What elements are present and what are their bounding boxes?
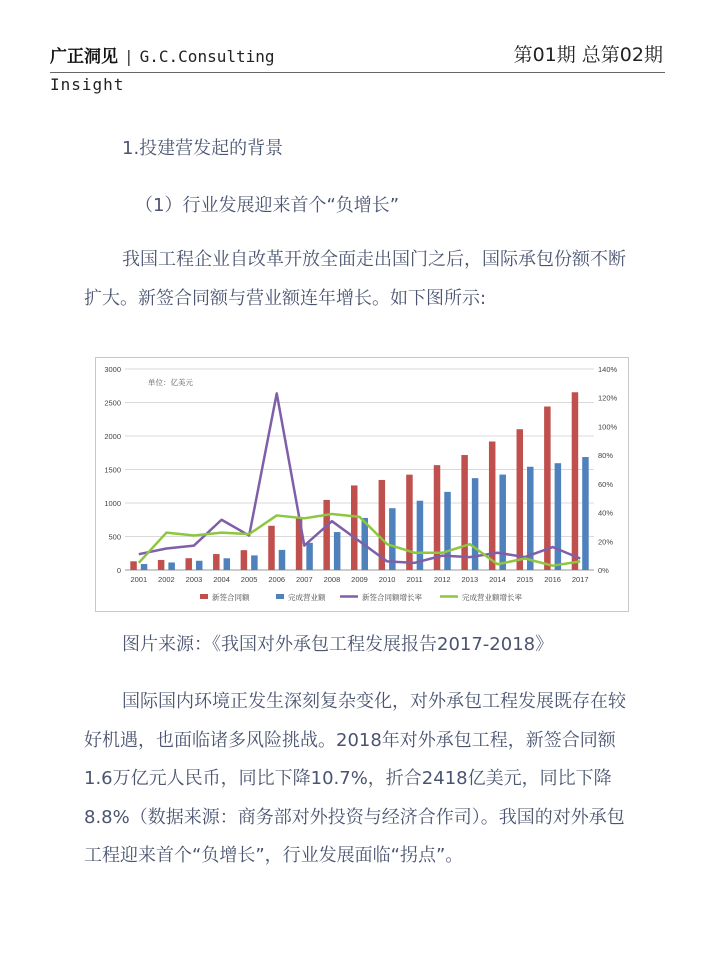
x-tick-label: 2007: [295, 575, 313, 584]
y-right-tick-label: 60%: [598, 479, 614, 489]
legend-swatch: [276, 594, 284, 599]
bar-new-contracts: [185, 558, 192, 570]
bar-new-contracts: [489, 441, 496, 570]
x-tick-label: 2006: [268, 575, 286, 584]
bar-new-contracts: [461, 455, 468, 570]
legend-swatch: [200, 594, 208, 599]
x-tick-label: 2012: [433, 575, 451, 584]
bar-new-contracts: [323, 500, 330, 570]
x-tick-label: 2016: [544, 575, 561, 584]
y-left-tick-label: 1500: [104, 465, 121, 475]
bar-revenue: [306, 543, 313, 570]
bar-revenue: [168, 562, 175, 570]
bar-revenue: [141, 564, 148, 570]
brand-chinese: 广正洞见: [50, 47, 118, 67]
bar-revenue: [555, 463, 562, 570]
bar-revenue: [582, 457, 589, 570]
x-tick-label: 2002: [158, 575, 175, 584]
y-right-tick-label: 0%: [598, 566, 609, 575]
chart-svg: [96, 358, 628, 611]
legend-label: 新签合同额增长率: [362, 593, 422, 602]
x-tick-label: 2008: [323, 575, 341, 584]
y-left-tick-label: 500: [108, 532, 121, 542]
y-right-tick-label: 100%: [598, 422, 618, 432]
bar-revenue: [196, 561, 203, 570]
y-right-tick-label: 140%: [598, 365, 618, 374]
bar-revenue: [499, 475, 506, 570]
contract-revenue-chart: [95, 357, 629, 612]
y-right-tick-label: 40%: [598, 508, 614, 518]
y-right-tick-label: 80%: [598, 451, 614, 461]
unit-note: 单位：亿美元: [148, 378, 193, 387]
bar-new-contracts: [130, 561, 137, 570]
x-tick-label: 2005: [240, 575, 258, 584]
y-right-tick-label: 20%: [598, 537, 614, 547]
bar-revenue: [334, 532, 341, 570]
x-tick-label: 2009: [351, 575, 368, 584]
issue-number: 第01期 总第02期: [513, 44, 663, 66]
bar-new-contracts: [517, 429, 524, 570]
x-tick-label: 2010: [378, 575, 396, 584]
y-left-tick-label: 0: [116, 566, 121, 575]
x-tick-label: 2004: [213, 575, 230, 584]
brand-english: G.C.Consulting: [139, 47, 275, 66]
bar-new-contracts: [268, 526, 275, 570]
brand-separator: |: [124, 47, 134, 66]
bar-new-contracts: [434, 465, 441, 570]
legend-label: 新签合同额: [212, 593, 250, 602]
bar-new-contracts: [213, 554, 220, 570]
y-left-tick-label: 2500: [104, 398, 121, 408]
bar-new-contracts: [241, 550, 248, 570]
x-tick-label: 2015: [516, 575, 534, 584]
bar-revenue: [251, 555, 258, 570]
bar-new-contracts: [572, 392, 579, 570]
brand-insight: Insight: [50, 75, 125, 94]
bar-revenue: [444, 492, 451, 570]
x-tick-label: 2003: [185, 575, 203, 584]
x-tick-label: 2013: [461, 575, 479, 584]
paragraph-outlook: 国际国内环境正发生深刻复杂变化，对外承包工程发展既存在较好机遇，也面临诸多风险挑战。2018年对外承包工程，新签合同额1.6万亿元人民币，同比下降10.7%，折合2418亿美元，同比下降8.8%（数据来源：商务部对外投资与经济合作司）。我国的对外承包工程迎来首个“负增长”，行业发展面临“拐点”。: [84, 691, 626, 866]
series-line-contract-growth: [139, 393, 580, 562]
page-header: [50, 38, 665, 73]
chart-caption: 图片来源：《我国对外承包工程发展报告2017-2018》: [122, 634, 554, 655]
bar-new-contracts: [351, 485, 358, 570]
bar-revenue: [279, 550, 286, 570]
legend-label: 完成营业额增长率: [462, 593, 522, 602]
brand: [50, 42, 275, 67]
subsection-title: （1）行业发展迎来首个“负增长”: [135, 195, 400, 216]
section-title: 1.投建营发起的背景: [122, 138, 284, 159]
bar-new-contracts: [406, 475, 413, 570]
y-left-tick-label: 2000: [104, 432, 121, 441]
bar-new-contracts: [158, 560, 165, 570]
y-right-tick-label: 120%: [598, 393, 618, 403]
bar-new-contracts: [544, 407, 551, 570]
x-tick-label: 2017: [571, 575, 589, 584]
paragraph-intro: 我国工程企业自改革开放全面走出国门之后，国际承包份额不断扩大。新签合同额与营业额连年增长。如下图所示:: [84, 249, 626, 309]
y-left-tick-label: 1000: [104, 499, 121, 508]
x-tick-label: 2014: [489, 575, 506, 584]
bar-revenue: [224, 558, 231, 570]
legend-label: 完成营业额: [288, 593, 326, 602]
x-tick-label: 2011: [406, 575, 423, 584]
x-tick-label: 2001: [130, 575, 148, 584]
y-left-tick-label: 3000: [104, 365, 121, 374]
